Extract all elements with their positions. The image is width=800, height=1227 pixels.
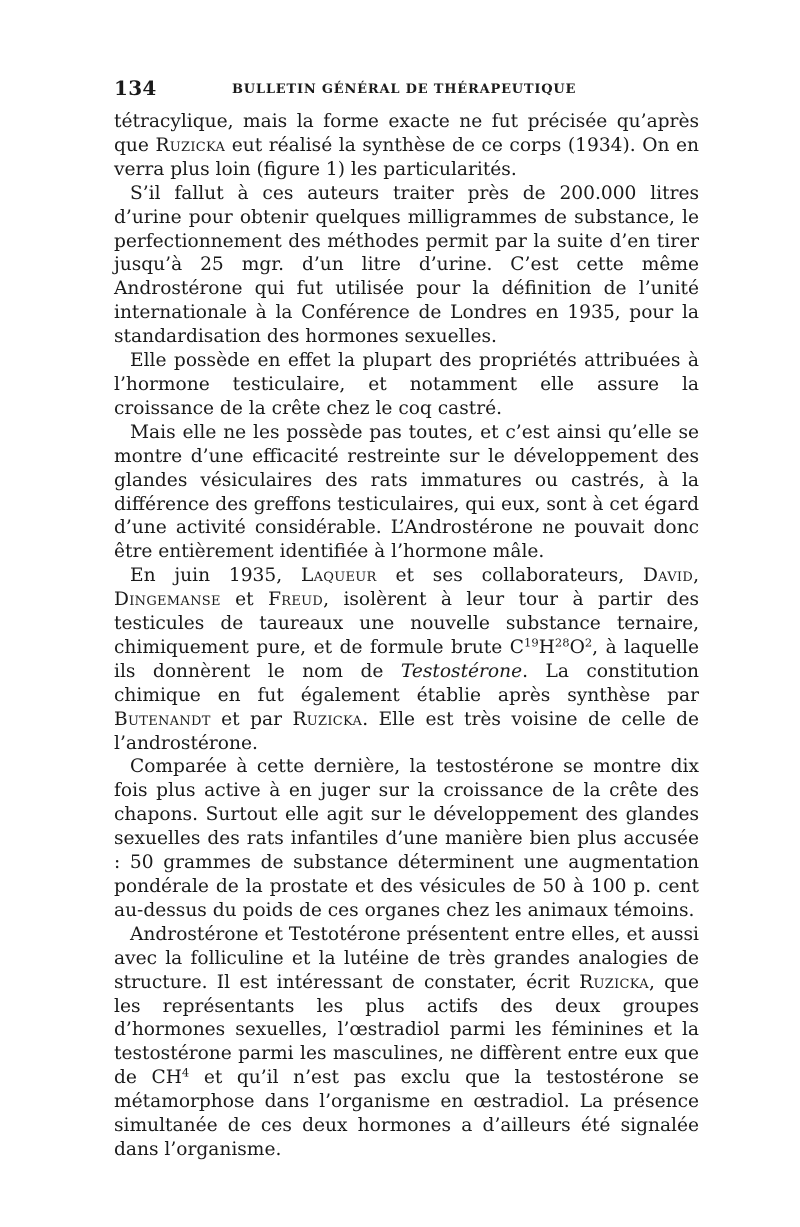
- text-run: . La constitution chimique en fut également établie après synthèse par: [114, 660, 699, 706]
- running-head: BULLETIN GÉNÉRAL DE THÉRAPEUTIQUE: [232, 82, 577, 97]
- formula-superscript: 28: [554, 635, 570, 650]
- formula-superscript: 4: [181, 1065, 190, 1080]
- text-run: et qu’il n’est pas exclu que la testostérone se métamorphose dans l’organisme en œstradiol. La présence simultanée de ces deux hormones a d’ailleurs été signalée dans l’organisme.: [114, 1067, 699, 1160]
- text-run: En juin 1935,: [130, 565, 301, 587]
- text-run: Mais elle ne les possède pas toutes, et c’est ainsi qu’elle se montre d’une efficacité restreinte sur le développement des glandes vésiculaires des rats immatures ou castrés, à la différence des greffons testiculaires, qui eux, sont à cet égard d’une activité considérable. L’Androstérone ne pouvait donc être entièrement identifiée à l’hormone mâle.: [114, 421, 699, 563]
- text-run: H: [538, 636, 555, 658]
- paragraph-6: [114, 755, 699, 922]
- italic-term: Testostérone: [400, 660, 523, 682]
- text-run: tétracylique, mais la forme exacte ne fut précisée qu’après que: [114, 111, 699, 156]
- page-header: [114, 72, 699, 102]
- text-run: , à laquelle ils donnèrent le nom de: [114, 636, 699, 682]
- text-run: et ses collaborateurs,: [376, 565, 643, 587]
- text-run: , isolèrent à leur tour à partir des testicules de taureaux une nouvelle substance ternaire, chimiquement pure, et de formule brute C: [114, 589, 700, 658]
- author-name: Butenandt: [114, 708, 211, 730]
- paragraph-7: [114, 923, 699, 1162]
- text-run: , que les représentants les plus actifs des deux groupes d’hormones sexuelles, l’œstradiol parmi les féminines et la testostérone parmi les masculines, ne diffèrent entre eux que de CH: [114, 971, 699, 1089]
- paragraph-5: [114, 564, 699, 755]
- author-name: Ruzicka: [292, 708, 363, 730]
- text-run: S’il fallut à ces auteurs traiter près de 200.000 litres d’urine pour obtenir quelques milligrammes de substance, le perfectionnement des méthodes permit par la suite d’en tirer jusqu’à 25 mgr. d’un litre d’urine. C’est cette même Androstérone qui fut utilisée pour la définition de l’unité internationale à la Conférence de Londres en 1935, pour la standardisation des hormones sexuelles.: [114, 182, 699, 348]
- formula-superscript: 19: [524, 635, 539, 650]
- text-run: et: [220, 589, 269, 611]
- author-name: Freud: [268, 589, 324, 611]
- author-name: Ruzicka: [579, 971, 649, 993]
- paragraph-1: [114, 110, 699, 182]
- paragraph-2: [114, 182, 699, 349]
- author-name: Laqueur: [300, 565, 377, 587]
- author-name: Ruzicka: [155, 134, 226, 156]
- paragraph-3: [114, 349, 699, 421]
- page: [114, 72, 699, 1162]
- author-name: David: [642, 565, 694, 587]
- paragraph-4: [114, 421, 699, 564]
- text-run: Androstérone et Testotérone présentent entre elles, et aussi avec la folliculine et la lutéine de très grandes analogies de structure. Il est intéressant de constater, écrit: [114, 923, 699, 993]
- text-run: O: [569, 636, 585, 658]
- body-text: [114, 110, 699, 1162]
- text-run: eut réalisé la synthèse de ce corps (1934). On en verra plus loin (figure 1) les particularités.: [114, 134, 699, 180]
- formula-superscript: 2: [584, 635, 593, 650]
- text-run: ,: [693, 565, 699, 587]
- text-run: et par: [210, 708, 293, 730]
- text-run: . Elle est très voisine de celle de l’androstérone.: [114, 708, 699, 754]
- author-name: Dingemanse: [114, 589, 221, 611]
- text-run: Elle possède en effet la plupart des propriétés attribuées à l’hormone testiculaire, et notamment elle assure la croissance de la crête chez le coq castré.: [114, 350, 699, 419]
- page-number: 134: [114, 76, 157, 100]
- text-run: Comparée à cette dernière, la testostérone se montre dix fois plus active à en juger sur la croissance de la crête des chapons. Surtout elle agit sur le développement des glandes sexuelles des rats infantiles d’une manière bien plus accusée : 50 grammes de substance déterminent une augmentation pondérale de la prostate et des vésicules de 50 à 100 p. cent au-dessus du poids de ces organes chez les animaux témoins.: [114, 756, 699, 921]
